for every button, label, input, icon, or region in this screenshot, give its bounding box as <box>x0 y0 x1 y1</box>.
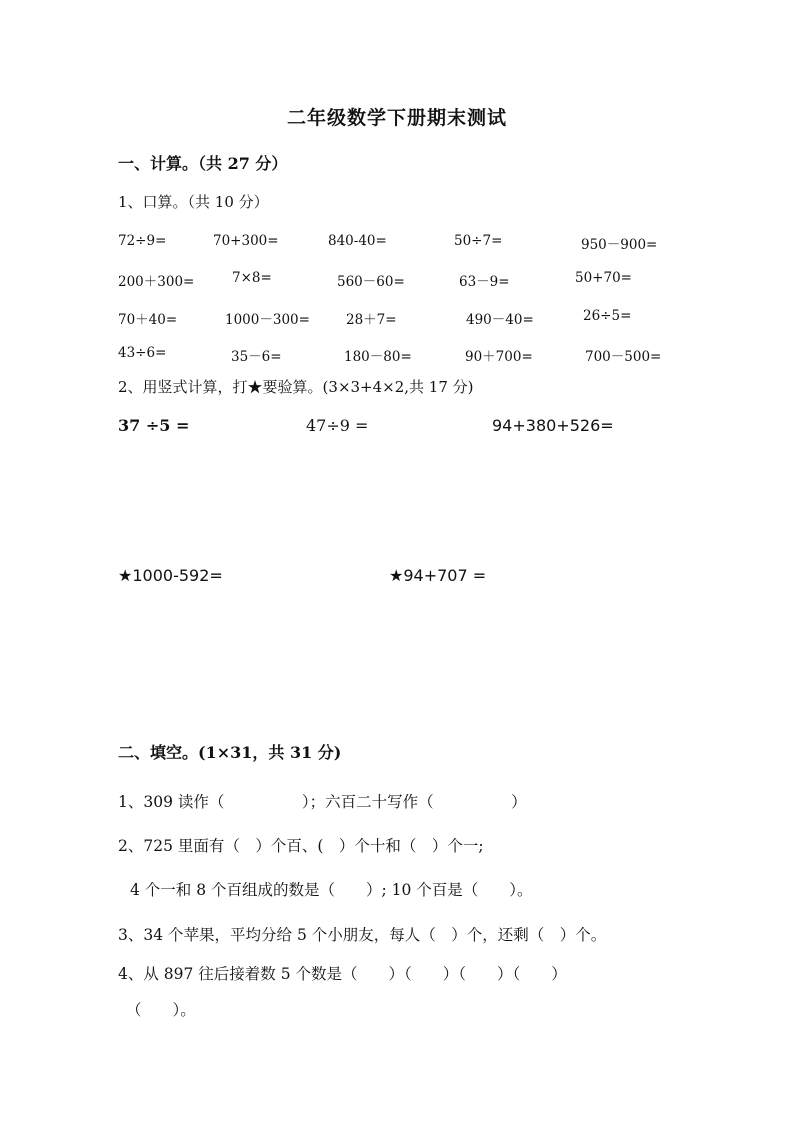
mental-problem: 70+300= <box>213 233 279 249</box>
section1-heading: 一、计算。（共 27 分） <box>118 154 288 173</box>
mental-problem: 63－9= <box>459 274 510 290</box>
mental-row-3 <box>0 308 794 328</box>
vertical-problem: 94+380+526= <box>492 416 614 435</box>
mental-problem: 700－500= <box>585 349 662 365</box>
mental-problem: 50÷7= <box>454 233 503 249</box>
mental-problem: 72÷9= <box>118 233 167 249</box>
fill-item-2: 2、725 里面有（ ）个百、( ）个十和（ ）个一; <box>118 837 484 855</box>
mental-problem: 180－80= <box>344 349 412 365</box>
mental-row-1 <box>0 233 794 253</box>
fill-item-2-cont: 4 个一和 8 个百组成的数是（ ）; 10 个百是（ ）。 <box>130 881 533 899</box>
mental-problem: 7×8= <box>232 270 272 286</box>
mental-problem: 70＋40= <box>118 312 178 328</box>
fill-item-3: 3、34 个苹果，平均分给 5 个小朋友，每人（ ）个，还剩（ ）个。 <box>118 926 607 944</box>
mental-row-4 <box>0 345 794 365</box>
part2-heading: 2、用竖式计算，打★要验算。(3×3+4×2,共 17 分) <box>118 378 474 396</box>
mental-problem: 28＋7= <box>346 312 397 328</box>
section2-heading: 二、填空。(1×31，共 31 分) <box>118 743 342 762</box>
fill-item-4: 4、从 897 往后接着数 5 个数是（ ）（ ）（ ）（ ） <box>118 965 567 983</box>
mental-problem: 200＋300= <box>118 274 195 290</box>
vertical-problem: 47÷9 = <box>306 416 369 435</box>
mental-problem: 840-40= <box>328 233 387 249</box>
fill-item-1: 1、309 读作（ ）；六百二十写作（ ） <box>118 793 527 811</box>
page-title: 二年级数学下册期末测试 <box>286 107 507 129</box>
part1-heading: 1、口算。（共 10 分） <box>118 193 269 211</box>
vertical-problem-check: ★94+707 = <box>389 566 487 585</box>
fill-item-4-cont: （ ）。 <box>126 1001 196 1019</box>
vertical-problem: 37 ÷5 = <box>118 416 190 435</box>
mental-problem: 50+70= <box>575 270 632 286</box>
mental-problem: 90＋700= <box>465 349 533 365</box>
mental-problem: 950－900= <box>581 237 658 253</box>
mental-problem: 43÷6= <box>118 345 167 361</box>
mental-problem: 560－60= <box>337 274 405 290</box>
vertical-problem-check: ★1000-592= <box>118 566 223 585</box>
mental-problem: 490－40= <box>466 312 534 328</box>
mental-problem: 1000－300= <box>225 312 310 328</box>
mental-problem: 26÷5= <box>583 308 632 324</box>
mental-problem: 35－6= <box>231 349 282 365</box>
mental-row-2 <box>0 270 794 290</box>
